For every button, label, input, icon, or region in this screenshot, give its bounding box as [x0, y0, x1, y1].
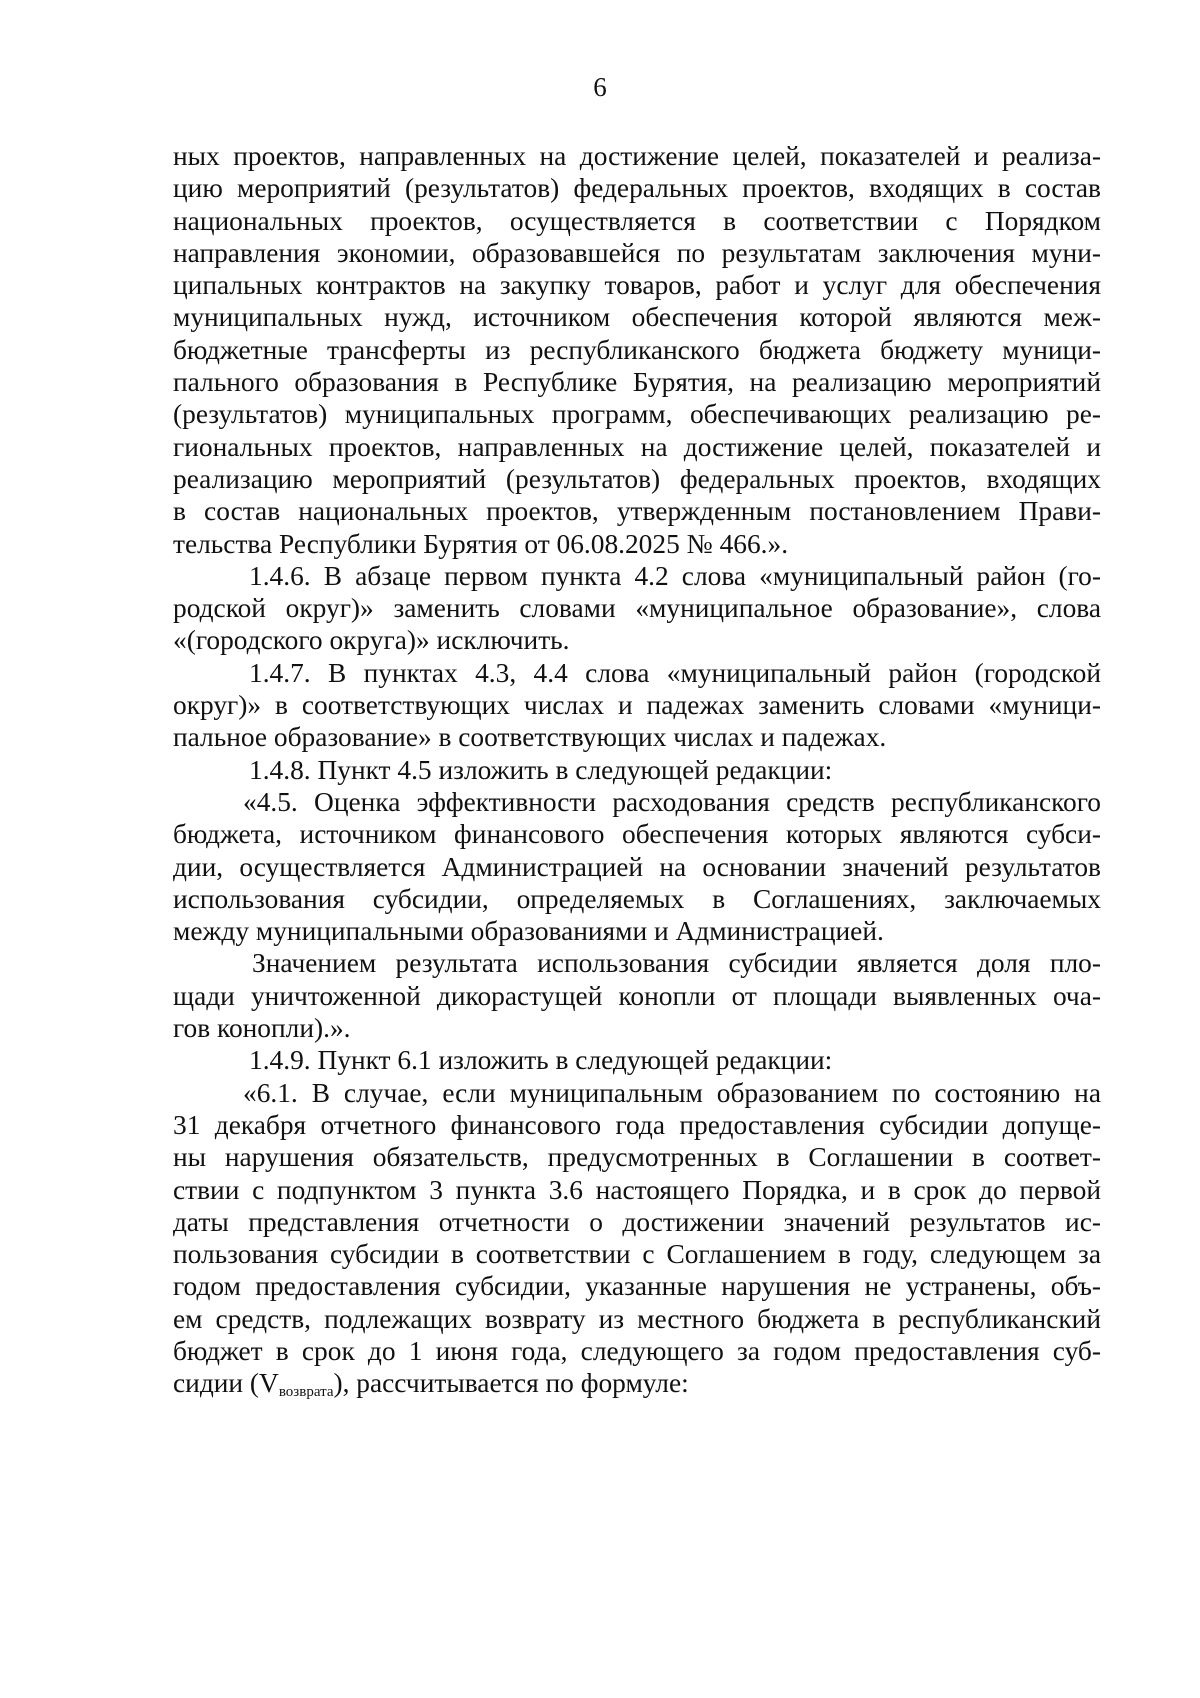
text-line: щади уничтоженной дикорастущей конопли от площади выявленных оча- [173, 980, 1101, 1011]
text-line: национальных проектов, осуществляется в соответствии с Порядком [173, 205, 1101, 236]
paragraph-1-4-9-line: 1.4.9. Пункт 6.1 изложить в следующей редакции: [249, 1045, 833, 1076]
text-line: округ)» в соответствующих числах и падежах заменить словами «муници- [173, 690, 1101, 721]
text-line: тельства Республики Бурятия от 06.08.2025 № 466.». [173, 528, 789, 559]
text-line: пользования субсидии в соответствии с Соглашением в году, следующем за [173, 1239, 1101, 1270]
text-line: направления экономии, образовавшейся по результатам заключения муни- [173, 237, 1101, 268]
document-body [173, 140, 1101, 1400]
formula-intro-text-end: ), рассчитывается по формуле: [333, 1368, 689, 1399]
return-volume-subscript: возврата [278, 1384, 334, 1401]
text-line: ных проектов, направленных на достижение целей, показателей и реализа- [173, 141, 1101, 171]
text-line: реализацию мероприятий (результатов) федеральных проектов, входящих [173, 463, 1101, 494]
text-line: в состав национальных проектов, утвержденным постановлением Прави- [173, 496, 1101, 527]
text-line: «(городского округа)» исключить. [173, 625, 570, 656]
text-line: даты представления отчетности о достижении значений результатов ис- [173, 1206, 1101, 1237]
text-line: пального образования в Республике Бурятия, на реализацию мероприятий [173, 367, 1101, 398]
text-line: ны нарушения обязательств, предусмотренных в Соглашении в соответ- [173, 1142, 1101, 1173]
page-number: 6 [593, 72, 607, 102]
paragraph-1-4-7-line: 1.4.7. В пунктах 4.3, 4.4 слова «муниципальный район (городской [249, 657, 1101, 688]
formula-intro-line [173, 1367, 1101, 1399]
text-line: ствии с подпунктом 3 пункта 3.6 настоящего Порядка, и в срок до первой [173, 1174, 1101, 1205]
text-line: пальное образование» в соответствующих числах и падежах. [173, 722, 887, 753]
text-line: родской округ)» заменить словами «муниципальное образование», слова [173, 593, 1101, 624]
text-line: дии, осуществляется Администрацией на основании значений результатов [173, 851, 1101, 882]
text-line: годом предоставления субсидии, указанные нарушения не устранены, объ- [173, 1271, 1101, 1302]
text-line: между муниципальными образованиями и Администрацией. [173, 916, 884, 947]
text-line: ем средств, подлежащих возврату из местного бюджета в республиканский [173, 1303, 1101, 1334]
text-line: бюджета, источником финансового обеспечения которых являются субси- [173, 819, 1101, 850]
text-line: использования субсидии, определяемых в Соглашениях, заключаемых [173, 883, 1101, 914]
text-line: ципальных контрактов на закупку товаров, работ и услуг для обеспечения [173, 270, 1101, 301]
text-line: 31 декабря отчетного финансового года предоставления субсидии допуще- [173, 1109, 1101, 1140]
text-line: бюджетные трансферты из республиканского бюджета бюджету муници- [173, 334, 1101, 365]
paragraph-1-4-6-line: 1.4.6. В абзаце первом пункта 4.2 слова «муниципальный район (го- [249, 560, 1101, 591]
quoted-paragraph-4-5-line: «4.5. Оценка эффективности расходования средств республиканского [243, 786, 1101, 817]
text-line: цию мероприятий (результатов) федеральных проектов, входящих в состав [173, 173, 1101, 204]
quoted-paragraph-6-1-line: «6.1. В случае, если муниципальным образованием по состоянию на [243, 1077, 1101, 1108]
text-line: гов конопли).». [173, 1013, 351, 1044]
paragraph-1-4-8-line: 1.4.8. Пункт 4.5 изложить в следующей редакции: [249, 754, 833, 785]
text-line: муниципальных нужд, источником обеспечения которой являются меж- [173, 302, 1101, 333]
formula-intro-text: сидии (V [173, 1368, 279, 1399]
result-value-paragraph-line: Значением результата использования субсидии является доля пло- [252, 948, 1101, 979]
text-line: (результатов) муниципальных программ, обеспечивающих реализацию ре- [173, 399, 1101, 430]
text-line: гиональных проектов, направленных на достижение целей, показателей и [173, 431, 1101, 462]
text-line: бюджет в срок до 1 июня года, следующего за годом предоставления суб- [173, 1335, 1101, 1366]
